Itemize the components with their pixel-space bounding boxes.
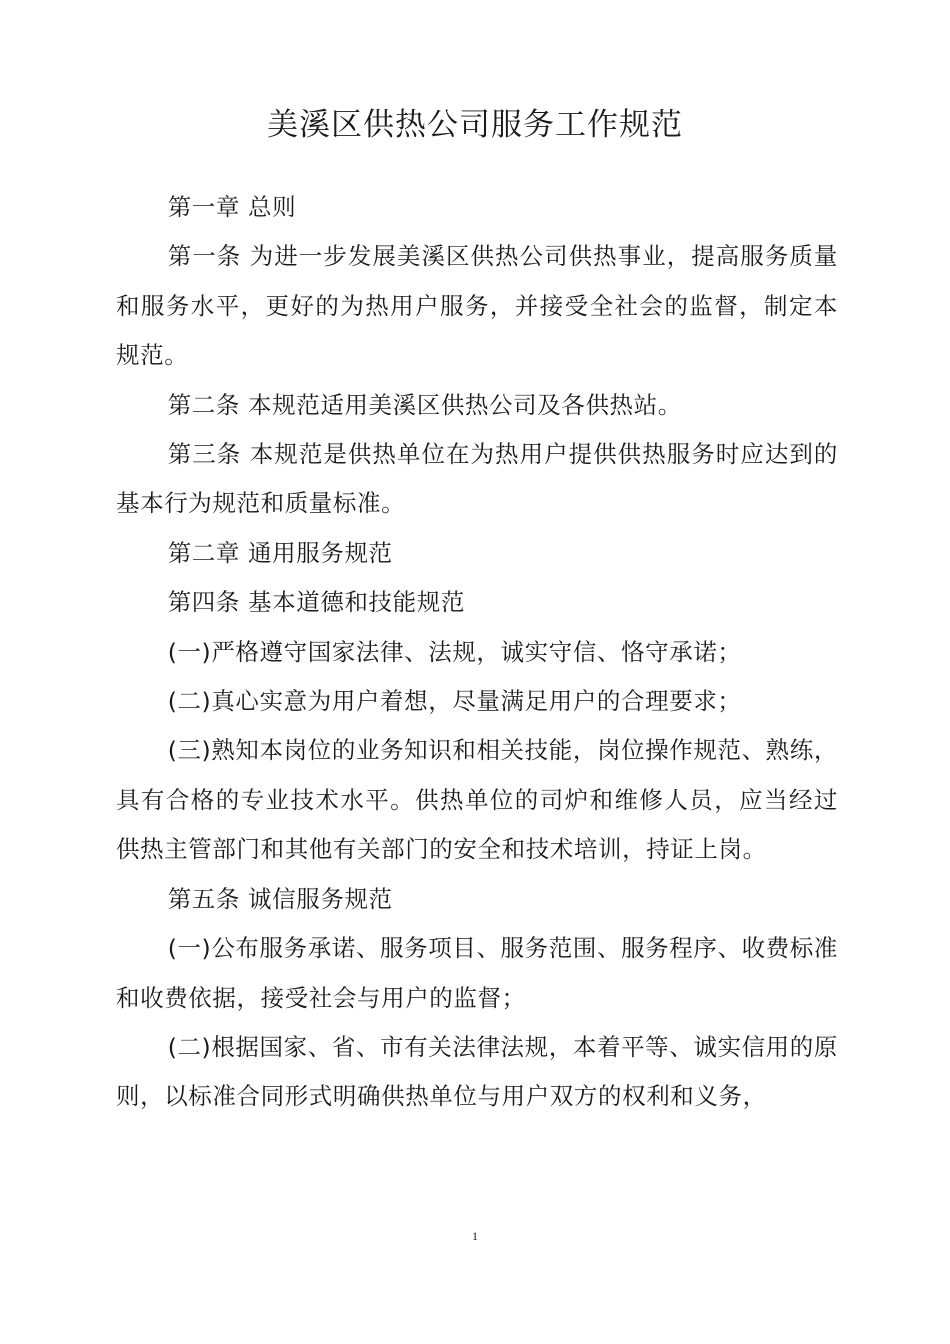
chapter-heading: 第二章 通用服务规范	[167, 538, 393, 567]
page-number: 1	[472, 1229, 478, 1243]
paragraph: 第一条 为进一步发展美溪区供热公司供热事业，提高服务质量和服务水平，更好的为热用户服务，并接受全社会的监督，制定本规范。	[116, 242, 838, 370]
article-heading: 第四条 基本道德和技能规范	[167, 588, 465, 617]
list-item: (一)公布服务承诺、服务项目、服务范围、服务程序、收费标准和收费依据，接受社会与用户的监督；	[116, 934, 838, 1012]
document-body	[116, 183, 838, 1122]
paragraph: 第三条 本规范是供热单位在为热用户提供供热服务时应达到的基本行为规范和质量标准。	[116, 440, 838, 518]
list-item: (一)严格遵守国家法律、法规，诚实守信、恪守承诺；	[167, 637, 742, 666]
list-item: (三)熟知本岗位的业务知识和相关技能，岗位操作规范、熟练，具有合格的专业技术水平。供热单位的司炉和维修人员，应当经过供热主管部门和其他有关部门的安全和技术培训，持证上岗。	[116, 736, 838, 864]
paragraph: 第二条 本规范适用美溪区供热公司及各供热站。	[167, 390, 682, 419]
list-item: (二)根据国家、省、市有关法律法规，本着平等、诚实信用的原则，以标准合同形式明确供热单位与用户双方的权利和义务，	[116, 1032, 838, 1111]
document-title: 美溪区供热公司服务工作规范	[267, 107, 683, 143]
article-heading: 第五条 诚信服务规范	[167, 884, 393, 913]
list-item: (二)真心实意为用户着想，尽量满足用户的合理要求；	[167, 687, 742, 716]
chapter-heading: 第一章 总则	[167, 193, 297, 221]
